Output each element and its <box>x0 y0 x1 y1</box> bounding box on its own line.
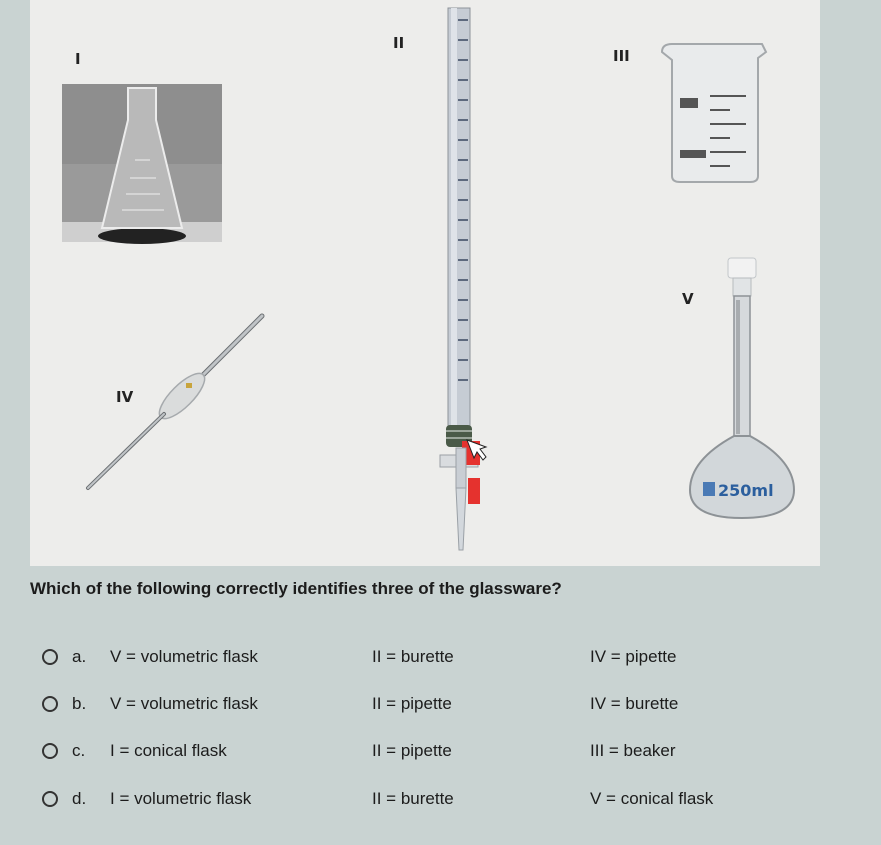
option-d-third: V = conical flask <box>590 789 714 808</box>
option-letter: d. <box>72 789 87 808</box>
option-a-third: IV = pipette <box>590 647 677 666</box>
option-a-first: V = volumetric flask <box>110 647 258 666</box>
option-c[interactable] <box>30 738 830 768</box>
beaker-image <box>662 44 766 182</box>
radio-option-b[interactable] <box>42 696 58 712</box>
option-b-second: II = pipette <box>372 694 452 713</box>
label-v: V <box>682 290 694 308</box>
flask-volume-mark: 250ml <box>718 481 774 500</box>
option-b-third: IV = burette <box>590 694 679 713</box>
label-i: I <box>75 50 81 68</box>
glassware-figure <box>30 0 820 566</box>
glassware-illustration <box>30 0 820 566</box>
radio-option-d[interactable] <box>42 791 58 807</box>
option-c-first: I = conical flask <box>110 741 227 760</box>
volumetric-flask-image <box>690 258 794 518</box>
label-iv: IV <box>116 388 134 406</box>
option-c-third: III = beaker <box>590 741 676 760</box>
option-a[interactable] <box>30 644 830 674</box>
pipette-image <box>88 316 262 488</box>
question-text: Which of the following correctly identifies three of the glassware? <box>30 579 562 598</box>
option-d[interactable] <box>30 786 830 816</box>
option-b[interactable] <box>30 691 830 721</box>
option-letter: c. <box>72 741 86 760</box>
option-b-first: V = volumetric flask <box>110 694 258 713</box>
option-d-second: II = burette <box>372 789 454 808</box>
option-a-second: II = burette <box>372 647 454 666</box>
label-iii: III <box>613 47 630 65</box>
conical-flask-image <box>62 84 222 244</box>
label-ii: II <box>393 34 405 52</box>
option-d-first: I = volumetric flask <box>110 789 252 808</box>
option-letter: b. <box>72 694 87 713</box>
option-letter: a. <box>72 647 87 666</box>
radio-option-a[interactable] <box>42 649 58 665</box>
burette-image <box>440 8 486 550</box>
option-c-second: II = pipette <box>372 741 452 760</box>
radio-option-c[interactable] <box>42 743 58 759</box>
